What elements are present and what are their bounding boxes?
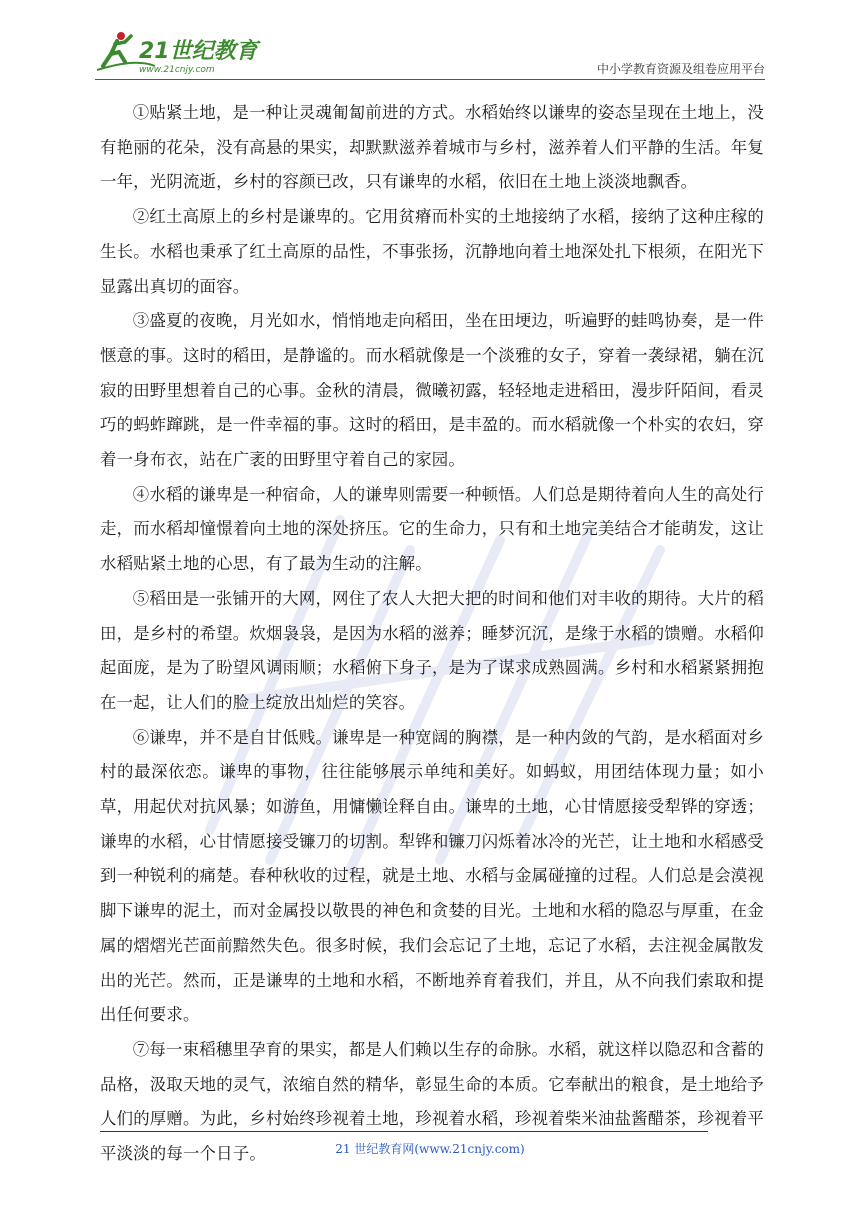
header-divider (95, 79, 765, 80)
site-logo[interactable] (95, 28, 265, 76)
footer-link[interactable]: 21 世纪教育网(www.21cnjy.com) (335, 1142, 525, 1156)
paragraph-4: ④水稻的谦卑是一种宿命，人的谦卑则需要一种顿悟。人们总是期待着向人生的高处行走，而水稻却憧憬着向土地的深处挤压。它的生命力，只有和土地完美结合才能萌发，这让水稻贴紧土地的心思，有了最为生动的注解。 (100, 484, 764, 574)
paragraph-1: ①贴紧土地，是一种让灵魂匍匐前进的方式。水稻始终以谦卑的姿态呈现在土地上，没有艳丽的花朵，没有高悬的果实，却默默滋养着城市与乡村，滋养着人们平静的生活。年复一年，光阴流逝，乡村的容颜已改，只有谦卑的水稻，依旧在土地上淡淡地飘香。 (100, 103, 764, 192)
footer-divider (100, 1131, 708, 1132)
paragraph-2: ②红土高原上的乡村是谦卑的。它用贫瘠而朴实的土地接纳了水稻，接纳了这种庄稼的生长。水稻也秉承了红土高原的品性，不事张扬，沉静地向着土地深处扎下根须，在阳光下显露出真切的面容。 (100, 207, 764, 296)
article-body (100, 96, 764, 1172)
paragraph-5: ⑤稻田是一张铺开的大网，网住了农人大把大把的时间和他们对丰收的期待。大片的稻田，是乡村的希望。炊烟袅袅，是因为水稻的滋养；睡梦沉沉，是缘于水稻的馈赠。水稻仰起面庞，是为了盼望风调雨顺；水稻俯下身子，是为了谋求成熟圆满。乡村和水稻紧紧拥抱在一起，让人们的脸上绽放出灿烂的笑容。 (100, 588, 764, 712)
page-header (95, 28, 765, 80)
logo-url: www.21cnjy.com (139, 65, 215, 75)
header-platform-text: 中小学教育资源及组卷应用平台 (596, 62, 765, 76)
logo-title: 21世纪教育 (139, 39, 258, 64)
paragraph-3: ③盛夏的夜晚，月光如水，悄悄地走向稻田，坐在田埂边，听遍野的蛙鸣协奏，是一件惬意的事。这时的稻田，是静谧的。而水稻就像是一个淡雅的女子，穿着一袭绿裙，躺在沉寂的田野里想着自己的心事。金秋的清晨，微曦初露，轻轻地走进稻田，漫步阡陌间，看灵巧的蚂蚱蹿跳，是一件幸福的事。这时的稻田，是丰盈的。而水稻就像一个朴实的农妇，穿着一身布衣，站在广袤的田野里守着自己的家园。 (100, 311, 764, 470)
paragraph-6: ⑥谦卑，并不是自甘低贱。谦卑是一种宽阔的胸襟，是一种内敛的气韵，是水稻面对乡村的最深依恋。谦卑的事物，往往能够展示单纯和美好。如蚂蚁，用团结体现力量；如小草，用起伏对抗风暴；如游鱼，用慵懒诠释自由。谦卑的土地，心甘情愿接受犁铧的穿透；谦卑的水稻，心甘情愿接受镰刀的切割。犁铧和镰刀闪烁着冰冷的光芒，让土地和水稻感受到一种锐利的痛楚。春种秋收的过程，就是土地、水稻与金属碰撞的过程。人们总是会漠视脚下谦卑的泥土，而对金属投以敬畏的神色和贪婪的目光。土地和水稻的隐忍与厚重，在金属的熠熠光芒面前黯然失色。很多时候，我们会忘记了土地，忘记了水稻，去注视金属散发出的光芒。然而，正是谦卑的土地和水稻，不断地养育着我们，并且，从不向我们索取和提出任何要求。 (100, 727, 764, 1025)
paragraph-7: ⑦每一束稻穗里孕育的果实，都是人们赖以生存的命脉。水稻，就这样以隐忍和含蓄的品格，汲取天地的灵气，浓缩自然的精华，彰显生命的本质。它奉献出的粮食，是土地给予人们的厚赠。为此，乡村始终珍视着土地，珍视着水稻，珍视着柴米油盐酱醋茶，珍视着平平淡淡的每一个日子。 (100, 1039, 764, 1164)
